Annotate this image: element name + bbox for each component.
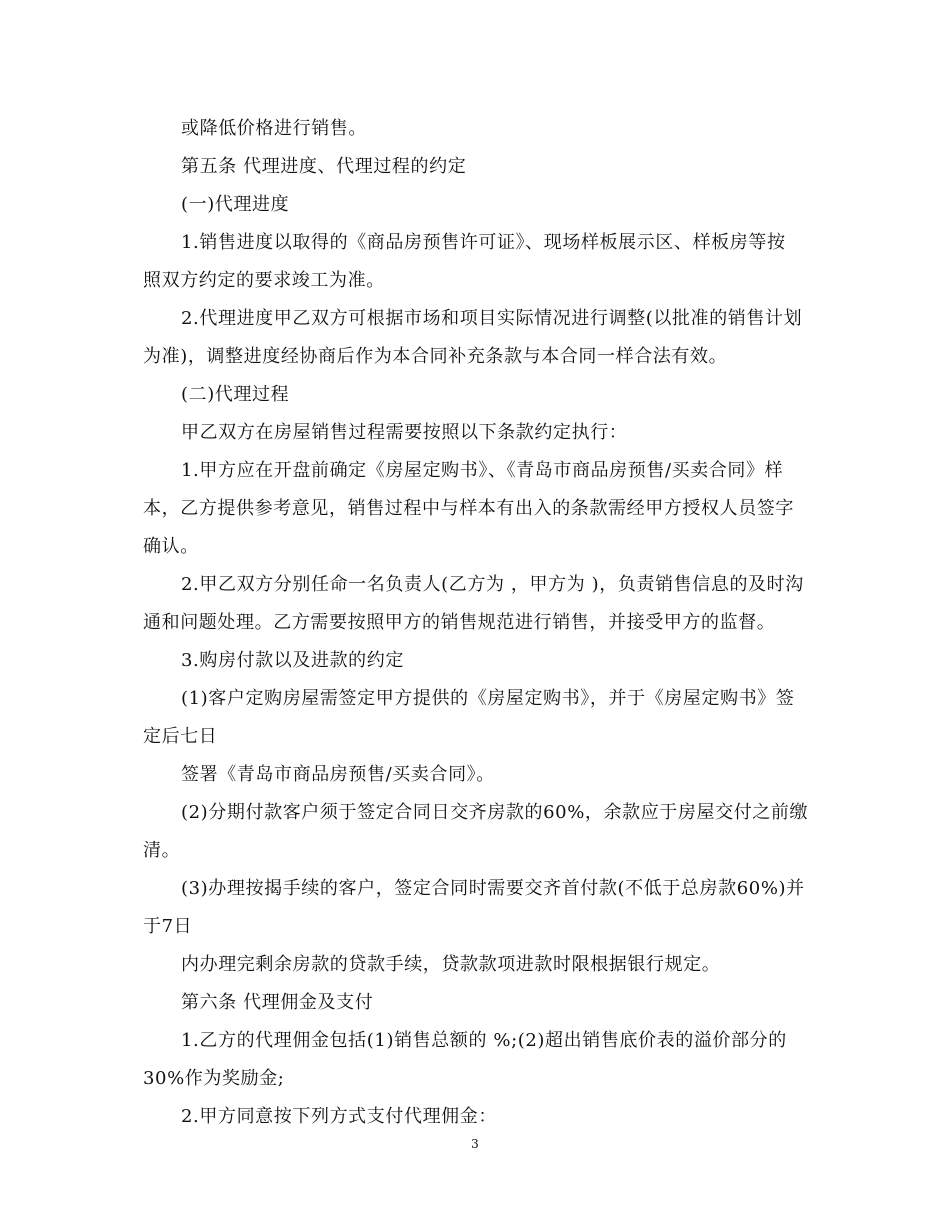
text-line: 或降低价格进行销售。 xyxy=(181,118,367,139)
text-line: 为准)，调整进度经协商后作为本合同补充条款与本合同一样合法有效。 xyxy=(143,346,728,367)
text-line: 2.甲乙双方分别任命一名负责人(乙方为 ，甲方为 )，负责销售信息的及时沟 xyxy=(181,574,804,595)
text-line: (2)分期付款客户须于签定合同日交齐房款的60%，余款应于房屋交付之前缴 xyxy=(181,802,809,823)
text-line: 通和问题处理。乙方需要按照甲方的销售规范进行销售，并接受甲方的监督。 xyxy=(143,612,776,633)
text-line: 3.购房付款以及进款的约定 xyxy=(181,650,404,671)
text-line: 第五条 代理进度、代理过程的约定 xyxy=(181,156,467,177)
text-line: (二)代理过程 xyxy=(181,384,290,405)
text-line: 1.销售进度以取得的《商品房预售许可证》、现场样板展示区、样板房等按 xyxy=(181,232,786,253)
text-line: 内办理完剩余房款的贷款手续，贷款款项进款时限根据银行规定。 xyxy=(181,954,721,975)
text-line: (1)客户定购房屋需签定甲方提供的《房屋定购书》，并于《房屋定购书》签 xyxy=(181,688,795,709)
document-body xyxy=(143,110,807,1136)
text-line: 2.甲方同意按下列方式支付代理佣金： xyxy=(181,1106,497,1127)
text-line: 照双方约定的要求竣工为准。 xyxy=(143,270,385,291)
text-line: 本，乙方提供参考意见，销售过程中与样本有出入的条款需经甲方授权人员签字 xyxy=(143,498,794,519)
text-line: 30%作为奖励金; xyxy=(143,1068,285,1089)
text-line: 于7日 xyxy=(143,916,193,937)
text-line: 甲乙双方在房屋销售过程需要按照以下条款约定执行： xyxy=(181,422,628,443)
text-line: 1.甲方应在开盘前确定《房屋定购书》、《青岛市商品房预售/买卖合同》样 xyxy=(181,460,784,481)
text-line: 签署《青岛市商品房预售/买卖合同》。 xyxy=(181,764,495,785)
text-line: 2.代理进度甲乙双方可根据市场和项目实际情况进行调整(以批准的销售计划 xyxy=(181,308,803,329)
text-line: 确认。 xyxy=(143,536,199,557)
text-line: (一)代理进度 xyxy=(181,194,290,215)
text-line: 1.乙方的代理佣金包括(1)销售总额的 %;(2)超出销售底价表的溢价部分的 xyxy=(181,1030,787,1051)
text-line: 定后七日 xyxy=(143,726,218,747)
page-number: 3 xyxy=(471,1137,479,1151)
text-line: 第六条 代理佣金及支付 xyxy=(181,992,374,1013)
text-line: 清。 xyxy=(143,840,181,861)
text-line: (3)办理按揭手续的客户，签定合同时需要交齐首付款(不低于总房款60%)并 xyxy=(181,878,805,899)
